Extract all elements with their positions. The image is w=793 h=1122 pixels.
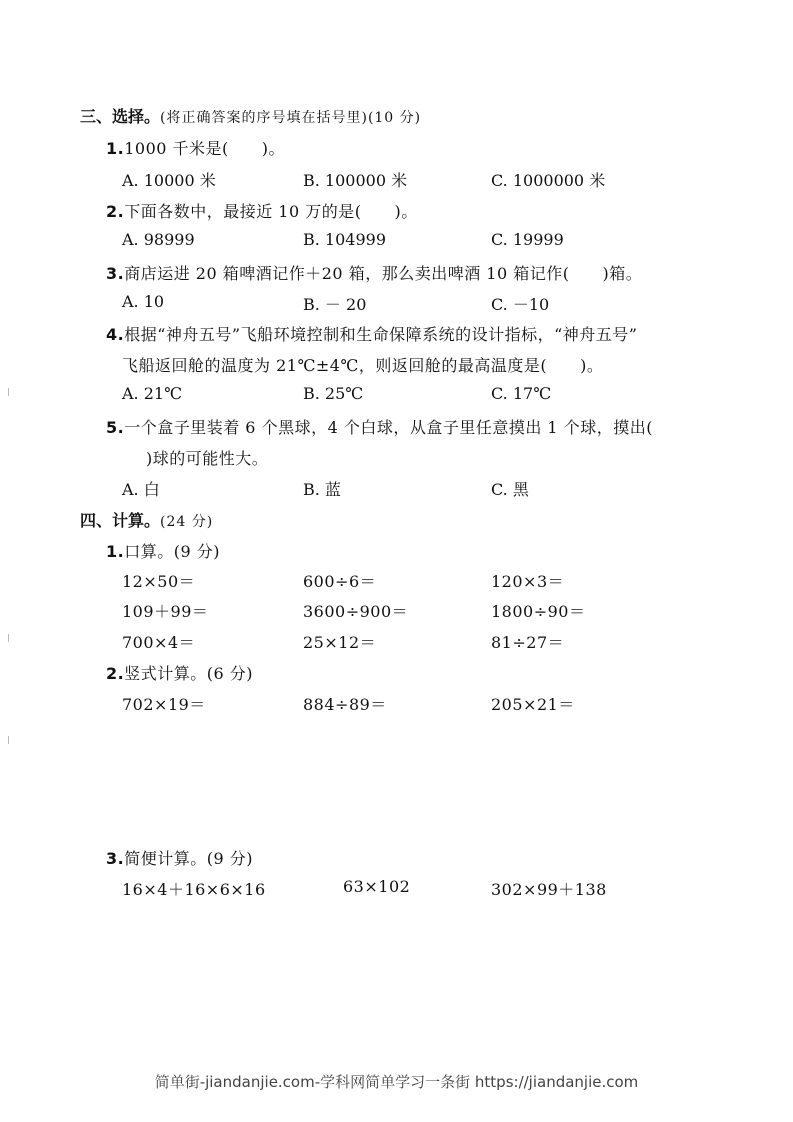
simplify-calc-item: 63×102	[343, 877, 411, 896]
option-b: B. 25℃	[303, 384, 364, 403]
question-text: 根据“神舟五号”飞船环境控制和生命保障系统的设计指标，“神舟五号”	[124, 325, 638, 344]
oral-calc-item: 700×4＝	[122, 633, 196, 652]
option-a: A. 10000 米	[122, 171, 216, 190]
question-number: 5.	[106, 418, 125, 437]
option-b: B. 100000 米	[303, 171, 408, 190]
question-3	[106, 261, 642, 284]
section4-title: 四、计算。	[80, 511, 161, 530]
option-c: C. 黑	[491, 480, 529, 499]
option-c: C. 19999	[491, 230, 564, 249]
option-c: C. 1000000 米	[491, 171, 606, 190]
question-4-line2: 飞船返回舱的温度为 21℃±4℃，则返回舱的最高温度是( )。	[122, 356, 604, 375]
vertical-calc-item: 702×19＝	[122, 695, 206, 714]
oral-calc-item: 81÷27＝	[491, 633, 565, 652]
question-number: 3.	[106, 264, 125, 283]
question-1	[106, 136, 285, 159]
part-number: 1.	[106, 542, 125, 561]
margin-mark	[8, 388, 9, 396]
option-b: B. 104999	[303, 230, 387, 249]
question-text: 下面各数中，最接近 10 万的是( )。	[124, 202, 418, 221]
oral-calc-item: 109＋99＝	[122, 602, 209, 621]
part-label: 竖式计算。(6 分)	[124, 664, 253, 683]
question-text: 一个盒子里装着 6 个黑球，4 个白球，从盒子里任意摸出 1 个球，摸出(	[124, 418, 653, 437]
option-a: A. 98999	[122, 230, 195, 249]
vertical-calc-item: 205×21＝	[491, 695, 575, 714]
calc-part-1	[106, 539, 220, 562]
part-label: 简便计算。(9 分)	[124, 849, 253, 868]
oral-calc-item: 1800÷90＝	[491, 602, 586, 621]
question-2	[106, 199, 418, 222]
vertical-calc-item: 884÷89＝	[303, 695, 387, 714]
calc-part-3	[106, 846, 253, 869]
option-b: B. 蓝	[303, 480, 341, 499]
margin-mark	[8, 634, 9, 642]
simplify-calc-item: 302×99＋138	[491, 880, 607, 899]
question-5-line2: )球的可能性大。	[146, 449, 269, 468]
question-text: 1000 千米是( )。	[124, 139, 286, 158]
oral-calc-item: 120×3＝	[491, 572, 565, 591]
oral-calc-item: 3600÷900＝	[303, 602, 409, 621]
question-number: 1.	[106, 139, 125, 158]
footer-watermark: 简单街-jiandanjie.com-学科网简单学习一条街 https://jiandanjie.com	[154, 1073, 639, 1091]
oral-calc-item: 25×12＝	[303, 633, 377, 652]
oral-calc-item: 600÷6＝	[303, 572, 377, 591]
option-b: B. － 20	[303, 295, 367, 314]
option-a: A. 21℃	[122, 384, 182, 403]
part-label: 口算。(9 分)	[124, 542, 220, 561]
question-number: 2.	[106, 202, 125, 221]
section4-heading	[80, 508, 213, 531]
question-text: 商店运进 20 箱啤酒记作＋20 箱，那么卖出啤酒 10 箱记作( )箱。	[124, 264, 643, 283]
oral-calc-item: 12×50＝	[122, 572, 196, 591]
calc-part-2	[106, 661, 253, 684]
question-number: 4.	[106, 325, 125, 344]
option-c: C. －10	[491, 295, 550, 314]
simplify-calc-item: 16×4＋16×6×16	[122, 880, 266, 899]
section3-title: 三、选择。	[80, 107, 161, 126]
margin-mark	[8, 736, 9, 744]
section4-note: (24 分)	[160, 514, 214, 530]
option-c: C. 17℃	[491, 384, 552, 403]
section3-heading	[80, 104, 421, 127]
option-a: A. 10	[122, 292, 165, 311]
part-number: 2.	[106, 664, 125, 683]
part-number: 3.	[106, 849, 125, 868]
option-a: A. 白	[122, 480, 160, 499]
question-5	[106, 415, 653, 438]
section3-note: (将正确答案的序号填在括号里)(10 分)	[160, 110, 422, 126]
question-4	[106, 322, 637, 345]
